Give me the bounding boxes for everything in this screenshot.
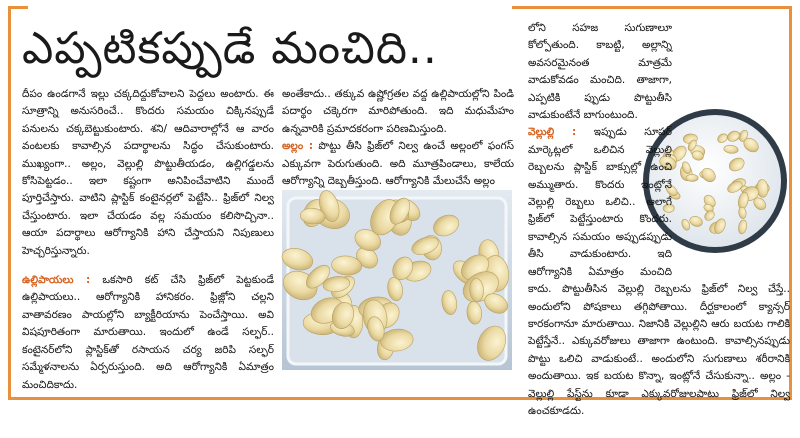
column-3	[528, 20, 790, 417]
ginger-text: పొట్టు తీసి ఫ్రిజ్‌లో నిల్వ ఉంచే అల్లంలో ఫంగస్ ఎక్కువగా పెరుగుతుంది. అది మూత్రపిండాలు, కాలేయ ఆరోగ్యాన్ని దెబ్బతీస్తుంది. ఆరోగ్యానికి మేలుచేసే అల్లం	[282, 140, 515, 188]
ginger-paragraph	[282, 138, 514, 190]
onion-text: ఒకసారి కట్ చేసి ఫ్రిజ్‌లో పెట్టకుండే ఉల్లిపాయలు.. ఆరోగ్యానికి హానికరం. ఫ్రిజ్లోని చల్లని వాతావరణం పాయల్లోని బ్యాక్టీరియాను పెంచేస్తాయి. అవి విషపూరితంగా మారుతాయి. ఇందులో ఉండే సల్ఫర్.. కంటైనర్‌లోని ప్లాస్టిక్‌తో రసాయన చర్య జరిపి సల్ఫర్ సమ్మేళనాలను ఏర్పరుస్తుంది. అది ఆరోగ్యానికి ఏమాత్రం మంచిదికాదు.	[22, 274, 274, 391]
onion-subheading: ఉల్లిపాయలు :	[22, 274, 91, 287]
intro-paragraph: దీపం ఉండగానే ఇల్లు చక్కదిద్దుకోవాలని పెద్దలు అంటారు. ఈ సూత్రాన్ని అనుసరించే.. కొందరు సమయం చిక్కినప్పుడే పనులను చక్కబెట్టుకుంటారు. శని/ ఆదివారాల్లోనే ఆ వారం వంటలకు కావాల్సిన పదార్థాలను సిద్ధం చేసుకుంటారు. ముఖ్యంగా.. అల్లం, వెల్లుల్లి పొట్టుతీయడం, ఉల్లిగడ్డలను కోసిపెట్టడం.. ఇలా కష్టంగా అనిపించేవాటిని ముందే పూర్తిచేస్తారు. వాటిని ప్లాస్టిక్ కంటైనర్లలో పెట్టేసి.. ఫ్రిజ్‌లో నిల్వ చేస్తుంటారు. ఇలా చేయడం వల్ల సమయం కలిసొచ్చినా.. ఆయా పదార్థాలు ఆరోగ్యానికి హాని చేస్తాయని నిపుణులు హెచ్చరిస్తున్నారు.	[22, 88, 274, 257]
onion-continued-paragraph: అంతేకాదు.. తక్కువ ఉష్ణోగ్రతల వద్ద ఉల్లిపాయల్లోని పిండి పదార్థం చక్కెరగా మారిపోతుంది. ఇది మధుమేహం ఉన్నవారికి ప్రమాదకరంగా పరిణమిస్తుంది.	[282, 88, 514, 135]
onion-paragraph	[22, 272, 274, 394]
ginger-continued-paragraph: లోని సహజ సుగుణాలూ కోల్పోతుంది. కాబట్టి, అల్లాన్ని అవసరమైనంత మాత్రమే వాడుకోవడం మంచిది. తాజాగా, ఎప్పటికి ప్పుడు పొట్టుతీసి వాడుకుంటేనే బాగుంటుంది.	[528, 22, 672, 122]
column-1	[22, 86, 274, 391]
border-top-left	[8, 6, 28, 9]
ginger-subheading: అల్లం :	[282, 140, 314, 153]
headline: ఎప్పటికప్పుడే మంచిది..	[22, 23, 438, 74]
garlic-text: ఇప్పుడు సూపర్ మార్కెట్లలో ఒలిచిన వెల్లుల్లి రెబ్బలను ప్లాస్టిక్ బాక్సుల్లో ఉంచి అమ్ముతారు. కొందరు ఇంట్లోనే వెల్లుల్లి రెబ్బలు ఒలిచి.. ఆలాగే ఫ్రిజ్‌లో పెట్టేస్తుంటారు కొందరు. కావాల్సిన సమయం అప్పుడప్పుడు తీసి వాడుకుంటారు. ఇది ఆరోగ్యానికి ఏమాత్రం మంచిది కాదు. పొట్టుతీసిన వెల్లుల్లి రెబ్బలను ఫ్రిజ్‌లో నిల్వ చేస్తే.. అందులోని పోషకాలు తగ్గిపోతాయి. దీర్ఘకాలంలో క్యాన్సర్ కారకంగానూ మారుతాయి. నిజానికి వెల్లుల్లిని ఆరు బయట గాలికి పెట్టేస్తేనే.. ఎక్కువరోజులు తాజాగా ఉంటుంది. కావాల్సినప్పుడు పొట్టు ఒలిచి వాడుకుంటే.. అందులోని సుగుణాలు శరీరానికి అందుతాయి. ఇక బయట కొన్నా, ఇంట్లోనే చేసుకున్నా.. అల్లం - వెల్లుల్లి పేస్ట్‌ను కూడా ఎక్కువరోజులపాటు ఫ్రిజ్‌లో నిల్వ ఉంచకూడదు.	[528, 126, 790, 417]
peeled-garlic-box-photo	[282, 190, 512, 370]
border-top-right	[512, 6, 792, 9]
column-2	[282, 86, 514, 186]
garlic-subheading: వెల్లుల్లి :	[528, 126, 577, 139]
